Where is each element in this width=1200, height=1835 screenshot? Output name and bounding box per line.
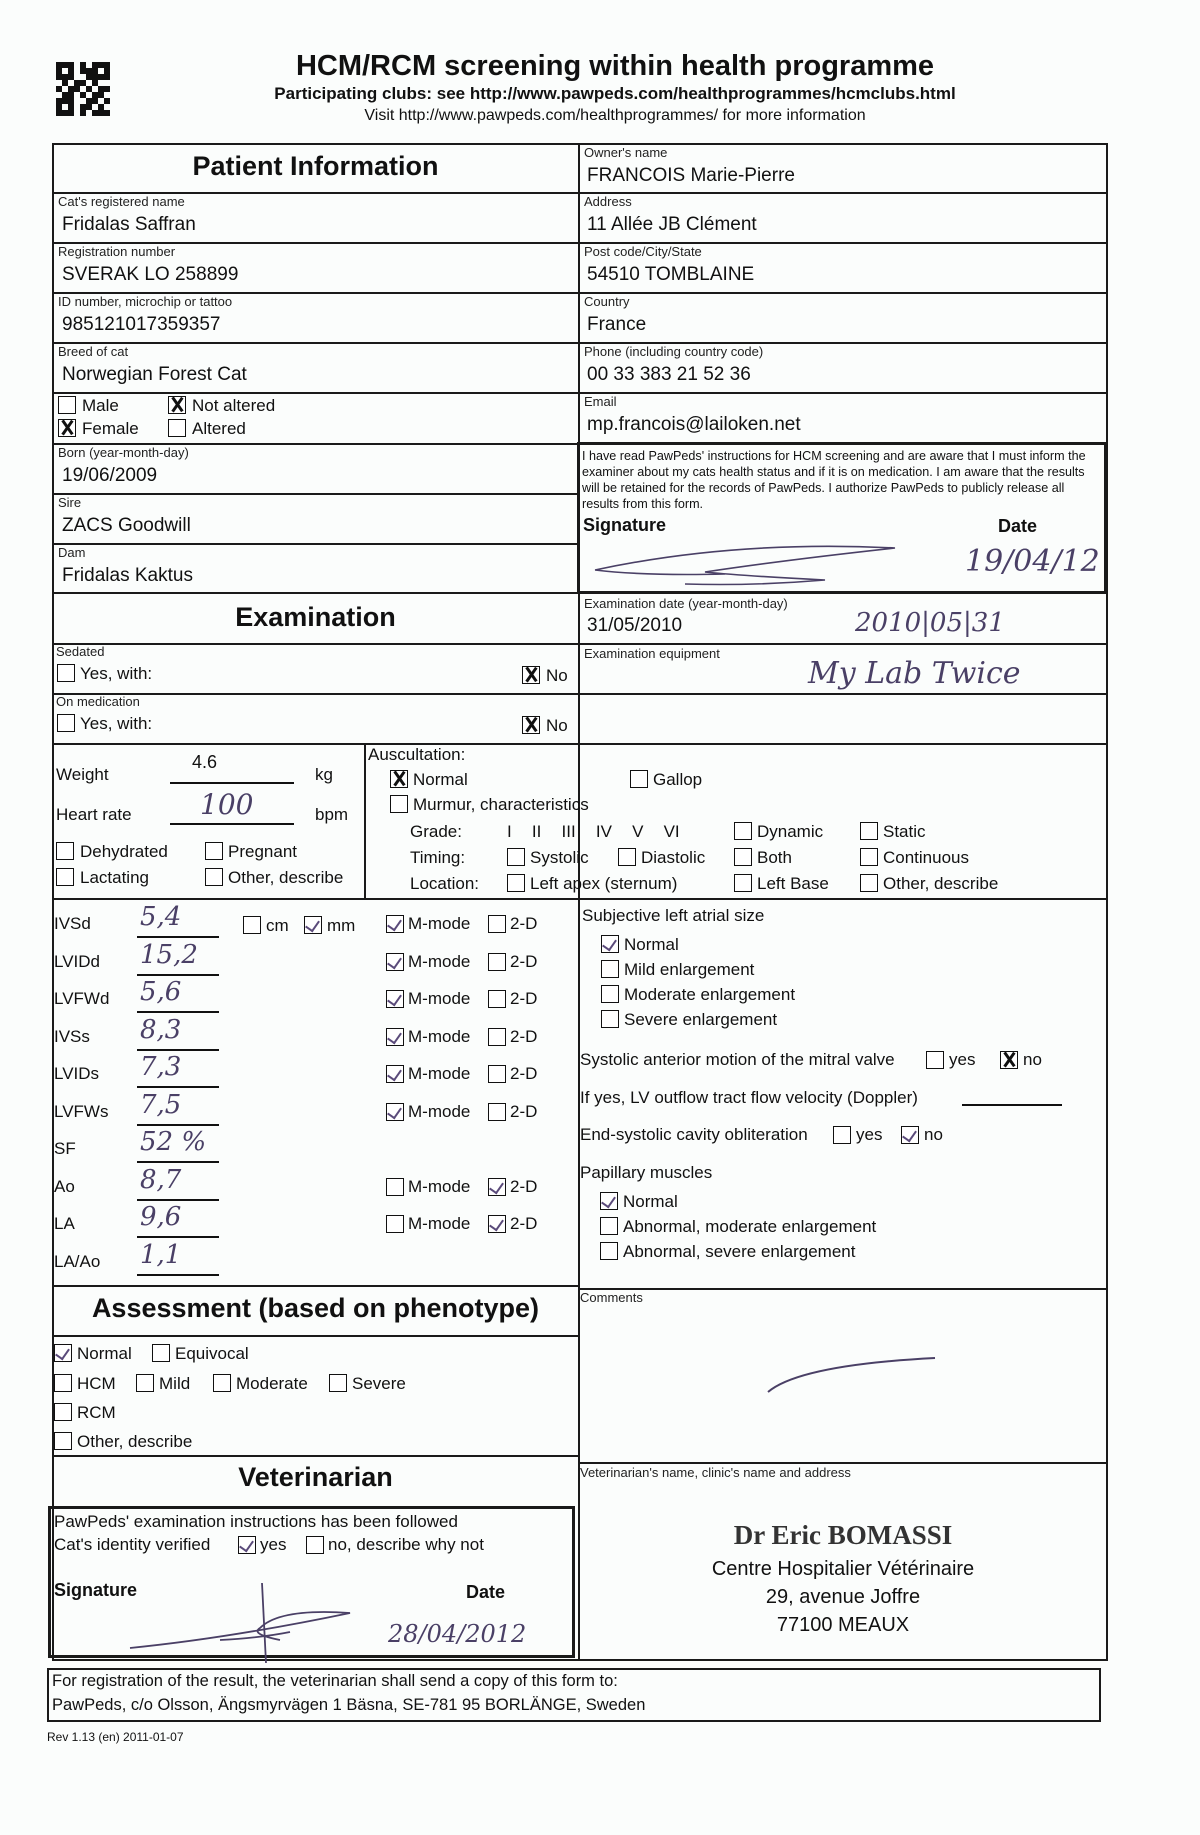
pregnant-label: Pregnant [228,842,297,861]
vet-signature-label: Signature [54,1580,138,1600]
phone-label: Phone (including country code) [584,344,764,359]
owner-signature-label: Signature [583,515,667,535]
other-location-label: Other, describe [883,874,999,893]
murmur-checkbox[interactable] [390,795,408,813]
measurement-value[interactable]: 15,2 [140,940,198,970]
sam-yes-checkbox[interactable] [926,1051,944,1069]
left-base-label: Left Base [757,874,829,893]
weight-value[interactable]: 4.6 [192,752,218,772]
measurement-name: LA [54,1214,75,1233]
lvot-label: If yes, LV outflow tract flow velocity (Doppler) [580,1088,918,1107]
weight-label: Weight [56,765,109,784]
measurement-name: IVSs [54,1027,90,1046]
continuous-label: Continuous [883,848,970,867]
sedated-label: Sedated [56,644,105,659]
mmode-checkbox[interactable] [386,915,404,933]
divider [52,1335,579,1337]
divider [364,743,366,898]
owner-date-label: Date [998,516,1038,536]
measurement-underline [137,974,219,976]
lactating-label: Lactating [80,868,149,887]
measurement-name: LA/Ao [54,1252,101,1271]
clinic-street: 29, avenue Joffre [765,1586,921,1608]
divider [578,1288,1108,1290]
measurement-value[interactable]: 52 % [140,1127,207,1157]
atrial-size-label: Subjective left atrial size [582,906,765,925]
divider [52,693,1108,695]
patient-information-heading: Patient Information [192,151,439,181]
unit-cm-label: cm [266,916,289,935]
measurement-underline [137,1236,219,1238]
medication-label: On medication [56,694,140,709]
assessment-other-checkbox[interactable] [54,1432,72,1450]
mmode-label: M-mode [408,1064,471,1083]
exam-date-handwritten: 2010|05|31 [855,608,1005,638]
divider [52,493,579,495]
eso-no-label: no [924,1125,943,1144]
other-condition-label: Other, describe [228,868,344,887]
measurement-value[interactable]: 5,4 [140,902,182,932]
pregnant-checkbox[interactable] [205,842,223,860]
female-checkbox[interactable] [58,419,76,437]
sire-label: Sire [58,495,82,510]
atrial-mild-label: Mild enlargement [624,960,755,979]
medication-yes-checkbox[interactable] [57,714,75,732]
owner-name-field[interactable]: FRANCOIS Marie-Pierre [587,165,795,186]
grade-options[interactable]: I II III IV V VI [507,822,680,841]
diastolic-label: Diastolic [641,848,706,867]
twod-label: 2-D [510,1064,538,1083]
heart-rate-label: Heart rate [56,805,132,824]
sedated-yes-label: Yes, with: [80,664,153,683]
atrial-severe-checkbox[interactable] [601,1010,619,1028]
altered-label: Altered [192,419,246,438]
dehydrated-checkbox[interactable] [56,842,74,860]
assessment-hcm-label: HCM [77,1374,116,1393]
divider [52,1455,579,1457]
assessment-hcm-checkbox[interactable] [54,1374,72,1392]
mmode-label: M-mode [408,1027,471,1046]
papillary-severe-checkbox[interactable] [600,1242,618,1260]
diastolic-checkbox[interactable] [618,848,636,866]
divider [52,592,579,594]
center-divider [578,143,580,1661]
assessment-equivocal-label: Equivocal [175,1344,249,1363]
measurement-value[interactable]: 9,6 [140,1202,182,1232]
vet-date-handwritten[interactable]: 28/04/2012 [388,1620,527,1648]
papillary-moderate-checkbox[interactable] [600,1217,618,1235]
weight-underline [170,782,294,784]
email-field[interactable]: mp.francois@lailoken.net [587,414,801,435]
measurement-value[interactable]: 1,1 [140,1240,182,1270]
heart-rate-underline [170,823,294,825]
left-base-checkbox[interactable] [734,874,752,892]
mmode-checkbox[interactable] [386,1028,404,1046]
atrial-mild-checkbox[interactable] [601,960,619,978]
unit-cm-checkbox[interactable] [243,916,261,934]
sam-label: Systolic anterior motion of the mitral valve [580,1050,895,1069]
atrial-severe-label: Severe enlargement [624,1010,778,1029]
eso-label: End-systolic cavity obliteration [580,1125,808,1144]
atrial-normal-label: Normal [624,935,679,954]
measurement-underline [137,1161,219,1163]
measurement-underline [137,1199,219,1201]
sam-yes-label: yes [949,1050,976,1069]
form-title: HCM/RCM screening within health programme [295,50,935,82]
twod-checkbox[interactable] [488,1065,506,1083]
measurement-underline [137,1049,219,1051]
comments-field[interactable] [760,1350,940,1400]
divider [52,643,579,645]
papillary-moderate-label: Abnormal, moderate enlargement [623,1217,877,1236]
divider [578,1462,1108,1464]
left-apex-checkbox[interactable] [507,874,525,892]
dynamic-checkbox[interactable] [734,822,752,840]
dam-field[interactable]: Fridalas Kaktus [62,565,193,586]
eso-yes-checkbox[interactable] [833,1126,851,1144]
mmode-label: M-mode [408,1177,471,1196]
twod-label: 2-D [510,952,538,971]
exam-date-field[interactable]: 31/05/2010 [587,615,683,636]
phone-field[interactable]: 00 33 383 21 52 36 [587,364,751,385]
altered-checkbox[interactable] [168,419,186,437]
assessment-mild-checkbox[interactable] [136,1374,154,1392]
measurement-name: LVIDd [54,952,100,971]
assessment-moderate-checkbox[interactable] [213,1374,231,1392]
divider [578,392,1108,394]
twod-checkbox[interactable] [488,1215,506,1233]
other-condition-checkbox[interactable] [205,868,223,886]
participating-clubs-link[interactable]: Participating clubs: see http://www.pawpeds.com/healthprogrammes/hcmclubs.html [274,84,956,103]
medication-no-label: No [546,716,568,735]
mmode-checkbox[interactable] [386,953,404,971]
ausc-normal-checkbox[interactable] [390,770,408,788]
not-altered-label: Not altered [192,396,276,415]
measurement-name: LVFWd [54,989,110,1008]
clinic-label: Veterinarian's name, clinic's name and address [580,1465,851,1480]
divider [578,192,1108,194]
twod-label: 2-D [510,1214,538,1233]
twod-label: 2-D [510,1102,538,1121]
postcode-field[interactable]: 54510 TOMBLAINE [587,264,755,285]
male-label: Male [82,396,119,415]
atrial-normal-checkbox[interactable] [601,935,619,953]
divider [52,1285,579,1287]
postcode-label: Post code/City/State [584,244,702,259]
identity-no-label: no, describe why not [328,1535,484,1554]
papillary-normal-checkbox[interactable] [600,1192,618,1210]
weight-unit: kg [315,765,333,784]
vet-instructions-text: PawPeds' examination instructions has been followed [54,1512,458,1531]
papillary-normal-label: Normal [623,1192,678,1211]
measurement-name: Ao [54,1177,75,1196]
mmode-label: M-mode [408,914,471,933]
twod-checkbox[interactable] [488,990,506,1008]
measurement-name: SF [54,1139,76,1158]
registration-line-1: For registration of the result, the veterinarian shall send a copy of this form to: [52,1672,618,1690]
measurement-name: LVIDs [54,1064,100,1083]
lvot-field[interactable] [962,1104,1062,1106]
revision-label: Rev 1.13 (en) 2011-01-07 [47,1730,184,1744]
exam-date-label: Examination date (year-month-day) [584,596,788,611]
address-label: Address [584,194,632,209]
twod-label: 2-D [510,989,538,1008]
mmode-checkbox[interactable] [386,1178,404,1196]
registration-number-field[interactable]: SVERAK LO 258899 [62,264,239,285]
email-label: Email [584,394,617,409]
both-checkbox[interactable] [734,848,752,866]
measurement-underline [137,1011,219,1013]
country-label: Country [584,294,630,309]
continuous-checkbox[interactable] [860,848,878,866]
id-number-label: ID number, microchip or tattoo [58,294,233,309]
mmode-label: M-mode [408,952,471,971]
measurement-value[interactable]: 8,3 [140,1015,182,1045]
examination-heading: Examination [235,602,396,632]
medication-yes-label: Yes, with: [80,714,153,733]
auscultation-label: Auscultation: [368,745,466,764]
papillary-label: Papillary muscles [580,1163,713,1182]
assessment-heading: Assessment (based on phenotype) [91,1293,540,1323]
divider [578,292,1108,294]
assessment-other-label: Other, describe [77,1432,193,1451]
female-label: Female [82,419,139,438]
mmode-checkbox[interactable] [386,1215,404,1233]
clinic-name: Centre Hospitalier Vétérinaire [711,1558,975,1580]
sedated-no-label: No [546,666,568,685]
identity-yes-checkbox[interactable] [238,1536,256,1554]
owner-signature[interactable] [585,540,915,590]
divider [52,743,1108,745]
heart-rate-value[interactable]: 100 [200,788,254,821]
measurement-value[interactable]: 5,6 [140,977,182,1007]
veterinarian-heading: Veterinarian [238,1462,393,1492]
equipment-handwritten[interactable]: My Lab Twice [808,656,1021,691]
left-apex-label: Left apex (sternum) [530,874,678,893]
equipment-label: Examination equipment [584,646,720,661]
measurement-underline [137,936,219,938]
sam-no-label: no [1023,1050,1042,1069]
owner-date-handwritten[interactable]: 19/04/12 [965,544,1100,579]
assessment-equivocal-checkbox[interactable] [152,1344,170,1362]
owner-consent-text: I have read PawPeds' instructions for HCM screening and are aware that I must inform the examiner about my cats health status and if it is on medication. I am aware that the results will be retained for the records of PawPeds. I authorize PawPeds to publicly release all results from this form. [582,449,1086,511]
mmode-checkbox[interactable] [386,1065,404,1083]
papillary-severe-label: Abnormal, severe enlargement [623,1242,856,1261]
divider [52,392,579,394]
ausc-normal-label: Normal [413,770,468,789]
assessment-moderate-label: Moderate [236,1374,308,1393]
dehydrated-label: Dehydrated [80,842,168,861]
id-number-field[interactable]: 985121017359357 [62,314,221,335]
gallop-checkbox[interactable] [630,770,648,788]
registered-name-field[interactable]: Fridalas Saffran [62,214,196,235]
measurement-underline [137,1274,219,1276]
heart-rate-unit: bpm [315,805,349,824]
gallop-label: Gallop [653,770,703,789]
breed-label: Breed of cat [58,344,129,359]
systolic-label: Systolic [530,848,589,867]
assessment-mild-label: Mild [159,1374,191,1393]
identity-no-checkbox[interactable] [306,1536,324,1554]
atrial-moderate-label: Moderate enlargement [624,985,796,1004]
more-info-link[interactable]: Visit http://www.pawpeds.com/healthprogrammes/ for more information [364,107,866,124]
comments-label: Comments [580,1290,643,1305]
measurement-value[interactable]: 7,5 [140,1090,182,1120]
country-field[interactable]: France [587,314,647,335]
vet-signature[interactable] [110,1578,410,1668]
static-label: Static [883,822,926,841]
measurement-value[interactable]: 7,3 [140,1052,182,1082]
divider [52,898,1108,900]
both-label: Both [757,848,792,867]
unit-mm-label: mm [327,916,356,935]
measurement-value[interactable]: 8,7 [140,1165,182,1195]
twod-label: 2-D [510,1027,538,1046]
eso-no-checkbox[interactable] [901,1126,919,1144]
vet-date-label: Date [466,1582,506,1602]
sire-field[interactable]: ZACS Goodwill [62,515,191,536]
sedated-no-checkbox[interactable] [522,666,540,684]
sam-no-checkbox[interactable] [1000,1051,1018,1069]
twod-label: 2-D [510,914,538,933]
registration-number-label: Registration number [58,244,176,259]
measurement-underline [137,1086,219,1088]
twod-checkbox[interactable] [488,953,506,971]
lactating-checkbox[interactable] [56,868,74,886]
owner-name-label: Owner's name [584,145,668,160]
atrial-moderate-checkbox[interactable] [601,985,619,1003]
mmode-label: M-mode [408,1214,471,1233]
location-label: Location: [410,874,479,893]
male-checkbox[interactable] [58,396,76,414]
mmode-checkbox[interactable] [386,1103,404,1121]
registration-line-2: PawPeds, c/o Olsson, Ängsmyrvägen 1 Bäsna, SE-781 95 BORLÄNGE, Sweden [52,1696,646,1714]
divider [52,342,579,344]
assessment-severe-checkbox[interactable] [329,1374,347,1392]
dam-label: Dam [58,545,86,560]
breed-field[interactable]: Norwegian Forest Cat [62,364,247,385]
measurement-name: IVSd [54,914,91,933]
static-checkbox[interactable] [860,822,878,840]
not-altered-checkbox[interactable] [168,396,186,414]
other-location-checkbox[interactable] [860,874,878,892]
twod-checkbox[interactable] [488,915,506,933]
divider [578,643,1108,645]
mmode-label: M-mode [408,989,471,1008]
mmode-label: M-mode [408,1102,471,1121]
born-field[interactable]: 19/06/2009 [62,465,158,486]
sedated-yes-checkbox[interactable] [57,664,75,682]
identity-yes-label: yes [260,1535,287,1554]
mmode-checkbox[interactable] [386,990,404,1008]
assessment-rcm-label: RCM [77,1403,116,1422]
grade-label: Grade: [410,822,462,841]
registered-name-label: Cat's registered name [58,194,185,209]
dynamic-label: Dynamic [757,822,824,841]
twod-checkbox[interactable] [488,1028,506,1046]
measurement-name: LVFWs [54,1102,109,1121]
clinic-city: 77100 MEAUX [776,1614,910,1636]
timing-label: Timing: [410,848,466,867]
address-field[interactable]: 11 Allée JB Clément [587,214,757,235]
assessment-normal-checkbox[interactable] [54,1344,72,1362]
murmur-label: Murmur, characteristics [413,795,589,814]
born-label: Born (year-month-day) [58,445,189,460]
eso-yes-label: yes [856,1125,883,1144]
twod-checkbox[interactable] [488,1178,506,1196]
divider [52,543,579,545]
measurement-underline [137,1124,219,1126]
assessment-normal-label: Normal [77,1344,132,1363]
medication-no-checkbox[interactable] [522,716,540,734]
vet-name: Dr Eric BOMASSI [733,1520,953,1550]
twod-label: 2-D [510,1177,538,1196]
twod-checkbox[interactable] [488,1103,506,1121]
identity-verified-label: Cat's identity verified [54,1535,211,1554]
assessment-rcm-checkbox[interactable] [54,1403,72,1421]
assessment-severe-label: Severe [352,1374,406,1393]
systolic-checkbox[interactable] [507,848,525,866]
unit-mm-checkbox[interactable] [304,916,322,934]
